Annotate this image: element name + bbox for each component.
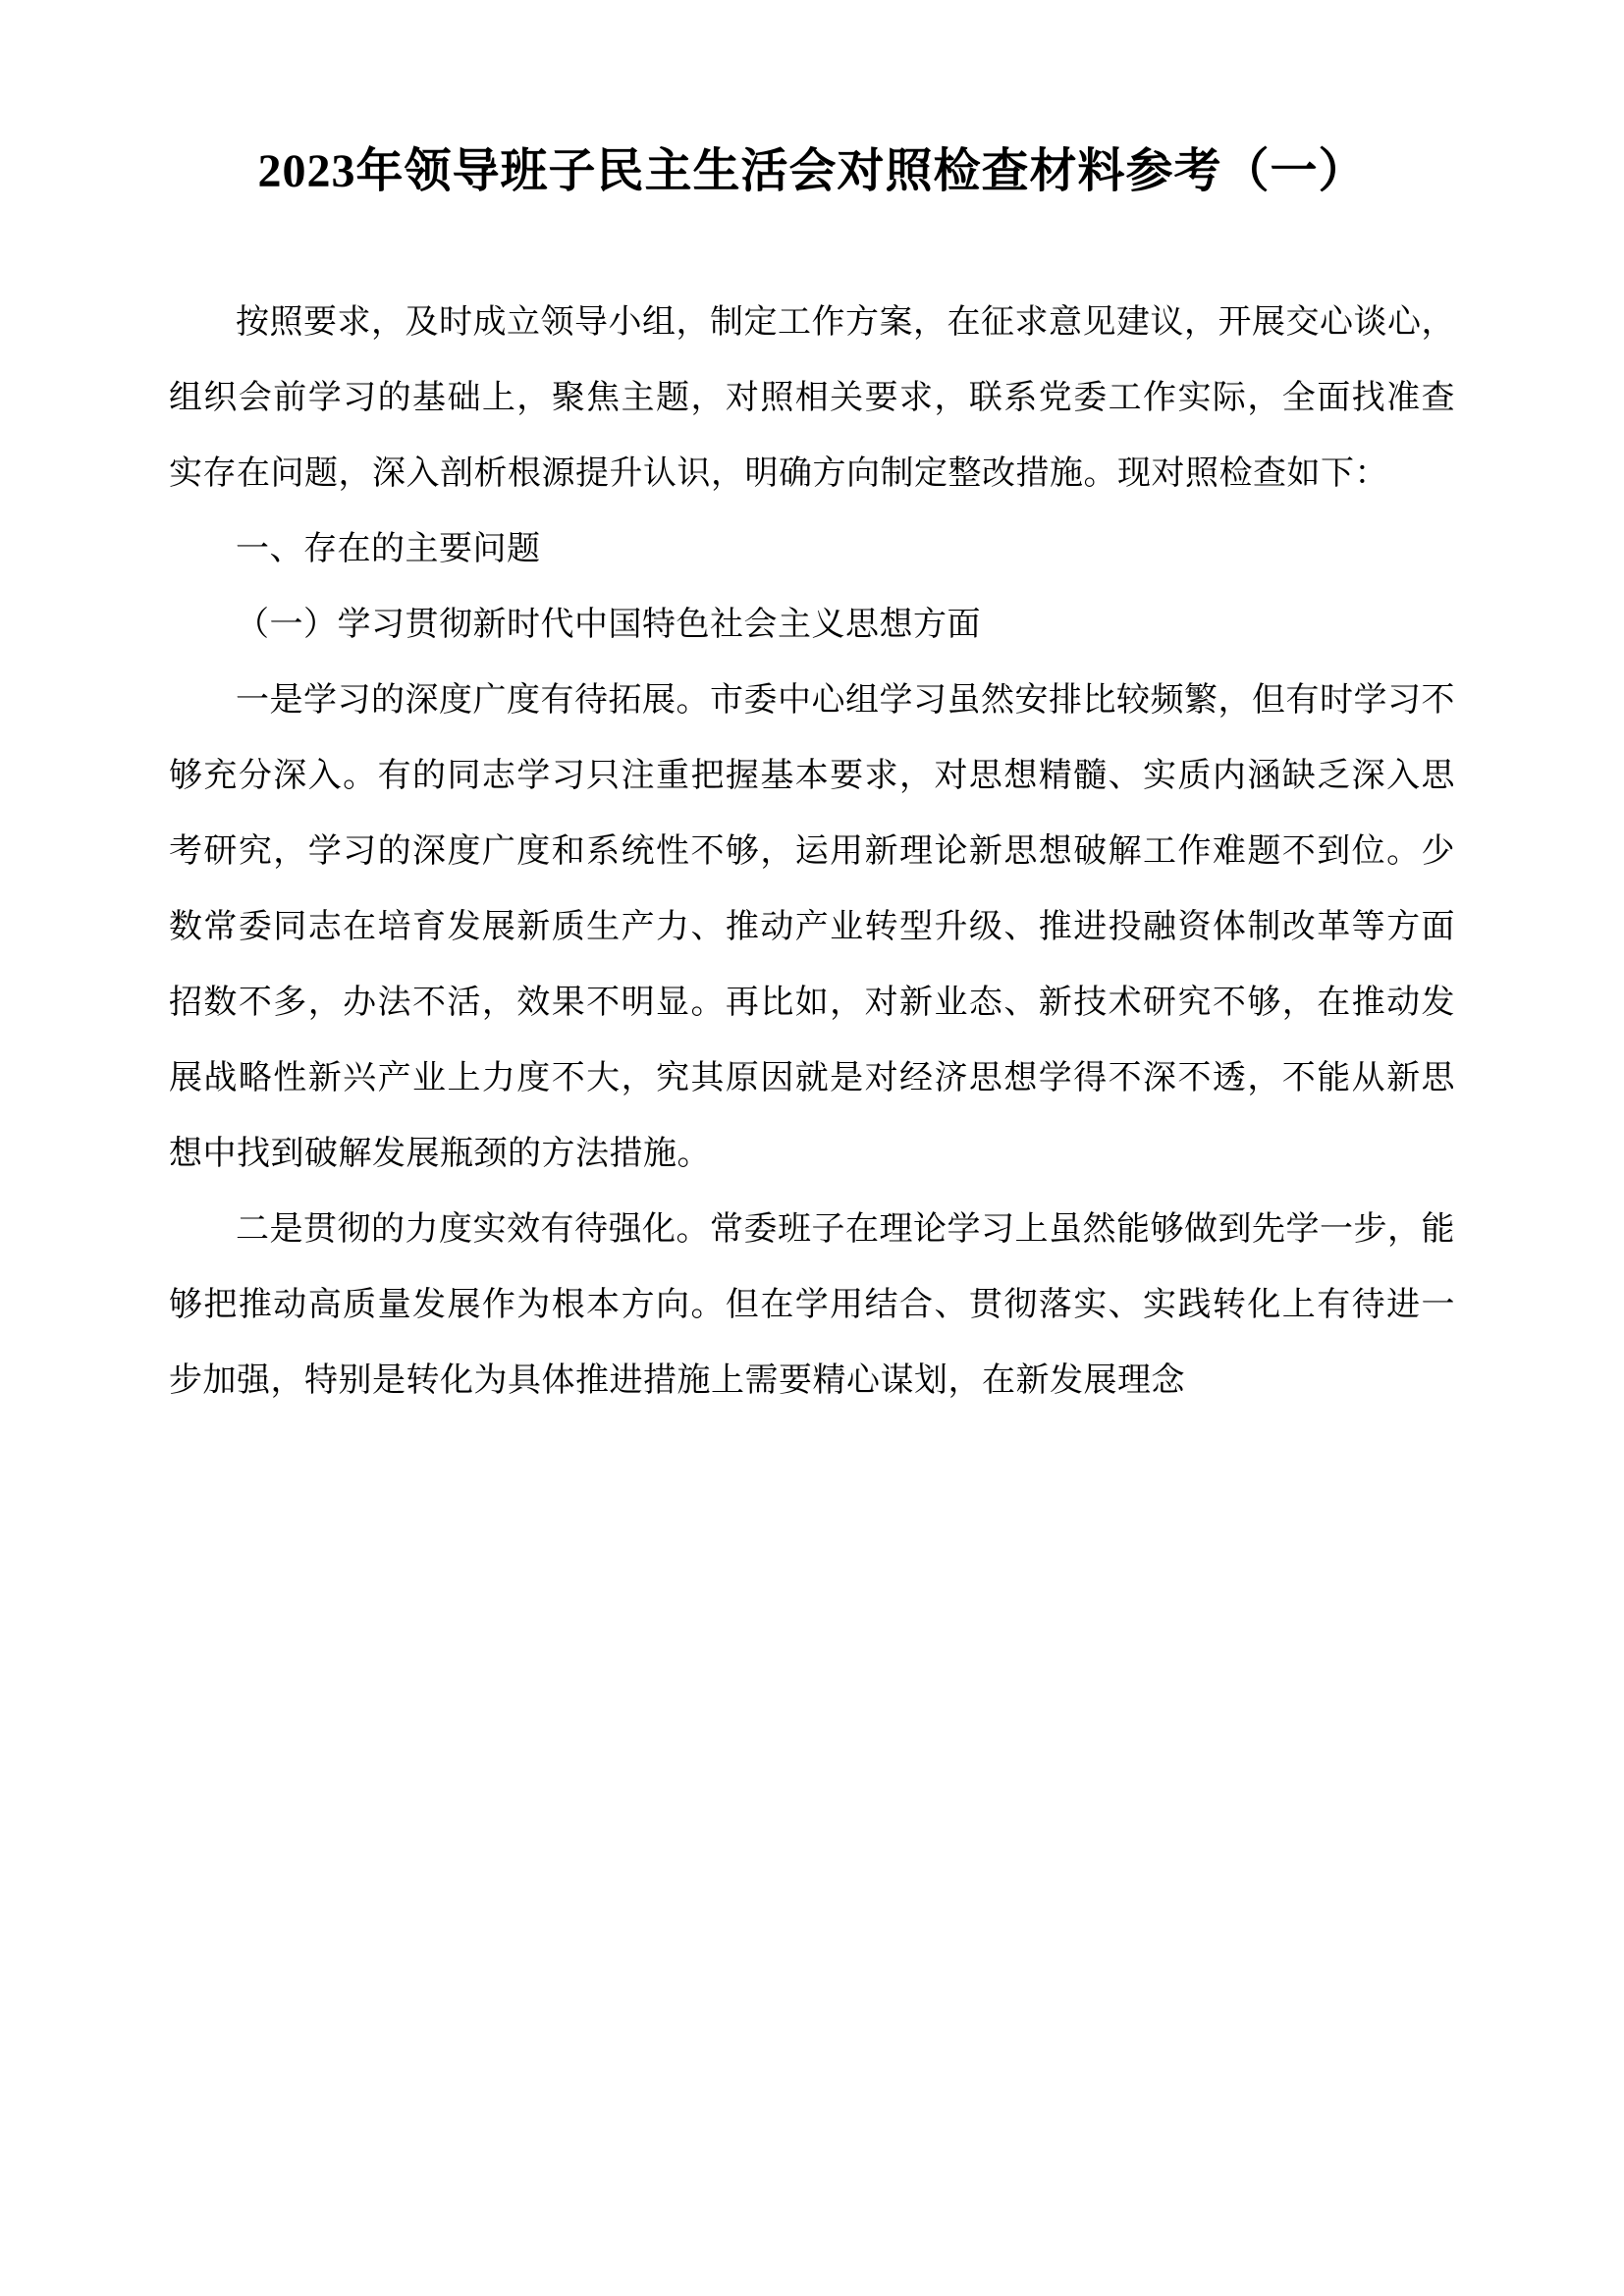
paragraph-point-two: 二是贯彻的力度实效有待强化。常委班子在理论学习上虽然能够做到先学一步，能够把推动高质量发展作为根本方向。但在学用结合、贯彻落实、实践转化上有待进一步加强，特别是转化为具体推进措施上需要精心谋划，在新发展理念 [169,1210,1455,1400]
subsection-heading-study-implementation: （一）学习贯彻新时代中国特色社会主义思想方面 [236,606,981,644]
paragraph-intro: 按照要求，及时成立领导小组，制定工作方案，在征求意见建议，开展交心谈心，组织会前学习的基础上，聚焦主题，对照相关要求，联系党委工作实际，全面找准查实存在问题，深入剖析根源提升认识，明确方向制定整改措施。现对照检查如下： [169,303,1455,493]
paragraph-point-one: 一是学习的深度广度有待拓展。市委中心组学习虽然安排比较频繁，但有时学习不够充分深入。有的同志学习只注重把握基本要求，对思想精髓、实质内涵缺乏深入思考研究，学习的深度广度和系统性不够，运用新理论新思想破解工作难题不到位。少数常委同志在培育发展新质生产力、推动产业转型升级、推进投融资体制改革等方面招数不多，办法不活，效果不明显。再比如，对新业态、新技术研究不够，在推动发展战略性新兴产业上力度不大，究其原因就是对经济思想学得不深不透，不能从新思想中找到破解发展瓶颈的方法措施。 [169,681,1455,1173]
section-heading-main-problems: 一、存在的主要问题 [236,530,541,568]
document-title: 2023年领导班子民主生活会对照检查材料参考（一） [257,145,1367,197]
document-body [169,285,1455,1418]
